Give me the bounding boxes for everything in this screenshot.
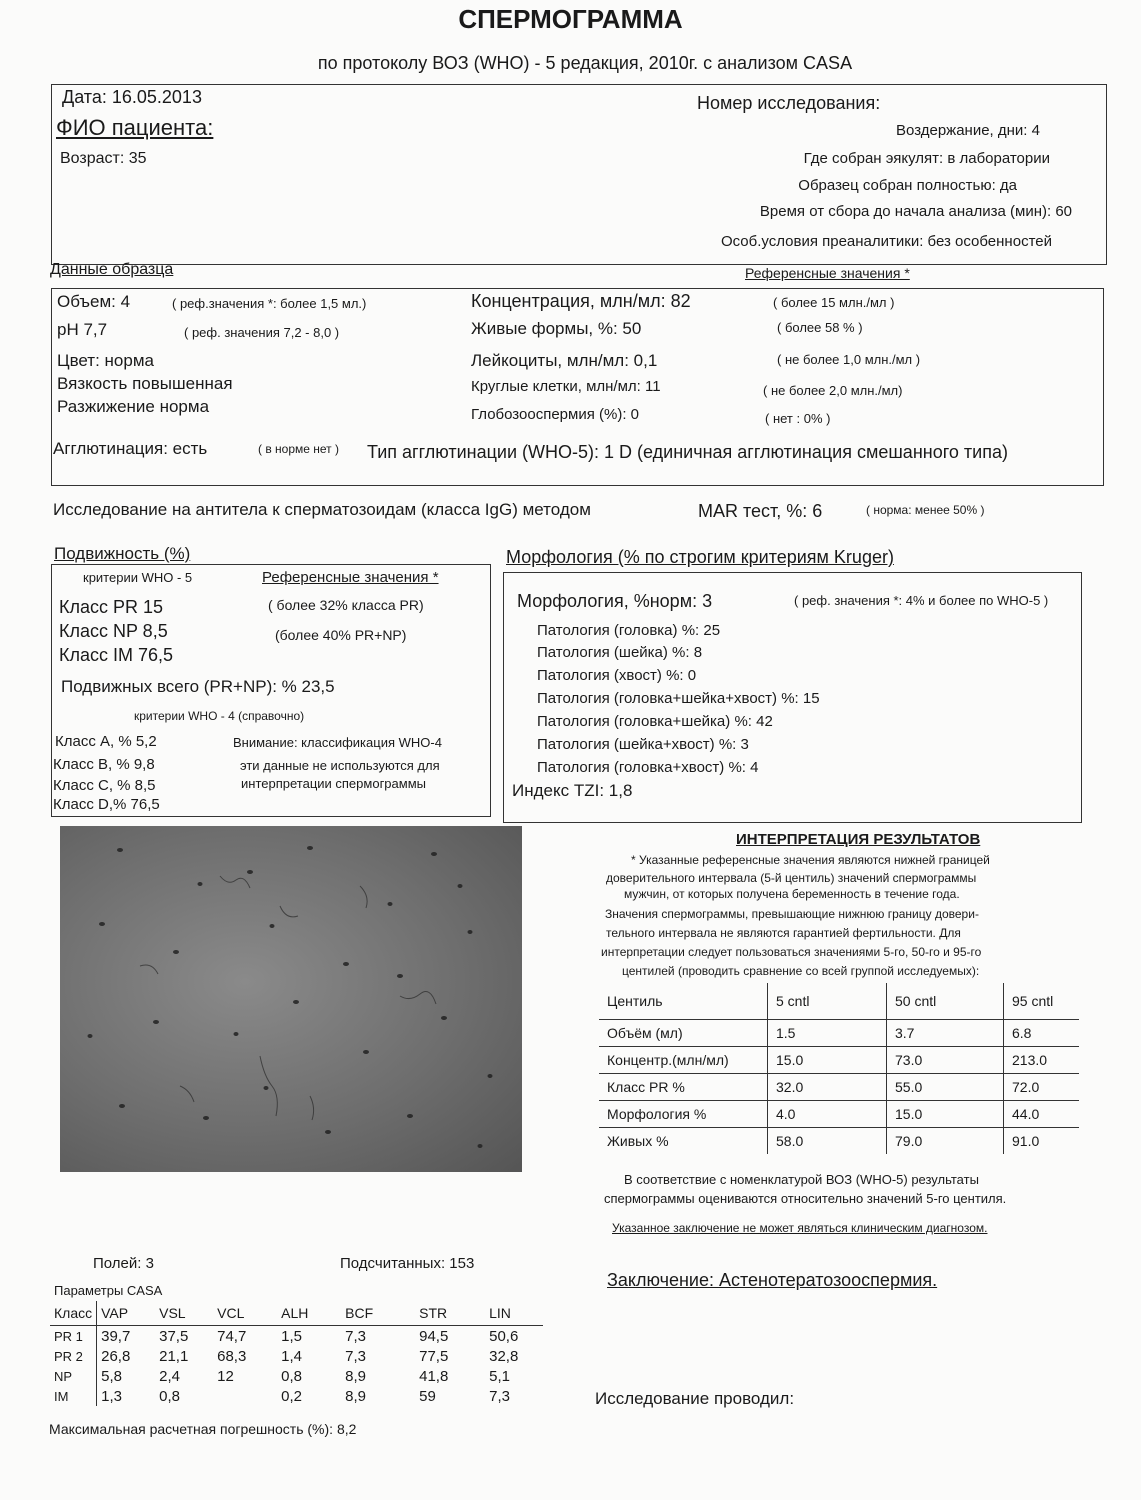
performer-label: Исследование проводил: xyxy=(595,1389,795,1408)
table-row xyxy=(599,1101,1079,1128)
centile-cell: 3.7 xyxy=(887,1020,1004,1047)
casa-class-cell: PR 1 xyxy=(50,1326,97,1347)
table-row xyxy=(599,1047,1079,1074)
centile-header-cell: 95 cntl xyxy=(1004,983,1080,1020)
total-motile: Подвижных всего (PR+NP): % 23,5 xyxy=(61,677,335,696)
table-row xyxy=(50,1386,543,1406)
pathology-head-neck-tail: Патология (головка+шейка+хвост) %: 15 xyxy=(537,690,820,707)
round-cells-ref: ( не более 2,0 млн./мл) xyxy=(763,383,903,398)
motility-section-title: Подвижность (%) xyxy=(54,544,191,563)
document-title: СПЕРМОГРАММА xyxy=(458,4,683,34)
morphology-norm: Морфология, %норм: 3 xyxy=(517,591,713,611)
pathology-head-neck: Патология (головка+шейка) %: 42 xyxy=(537,713,773,730)
casa-cell: 12 xyxy=(217,1367,234,1385)
casa-table xyxy=(50,1301,543,1406)
casa-header-cell: LIN xyxy=(485,1301,543,1326)
abstinence-days: Воздержание, дни: 4 xyxy=(896,122,1040,139)
casa-cell: 77,5 xyxy=(419,1347,449,1365)
casa-cell: 5,1 xyxy=(489,1367,510,1385)
casa-header-cell: BCF xyxy=(341,1301,415,1326)
class-a: Класс A, % 5,2 xyxy=(55,733,157,750)
live-forms: Живые формы, %: 50 xyxy=(471,319,642,338)
round-cells: Круглые клетки, млн/мл: 11 xyxy=(471,378,661,395)
casa-cell: 5,8 xyxy=(101,1367,122,1385)
centile-cell: Класс PR % xyxy=(599,1074,768,1101)
sample-section-title: Данные образца xyxy=(50,261,174,278)
table-row xyxy=(599,1074,1079,1101)
casa-cell: 39,7 xyxy=(101,1327,131,1345)
interpretation-footer-1: В соответствие с номенклатурой ВОЗ (WHO-5) результаты xyxy=(624,1172,979,1187)
casa-counted: Подсчитанных: 153 xyxy=(340,1255,475,1272)
class-b: Класс B, % 9,8 xyxy=(53,756,155,773)
centile-cell: 58.0 xyxy=(768,1128,887,1155)
casa-cell: 68,3 xyxy=(217,1347,247,1365)
casa-class-cell: PR 2 xyxy=(50,1346,97,1366)
interpretation-line-6: интерпретации следует пользоваться значениями 5-го, 50-го и 95-го xyxy=(601,945,982,959)
centile-table-header xyxy=(599,983,1079,1020)
centile-cell: 213.0 xyxy=(1004,1047,1080,1074)
centile-cell: Морфология % xyxy=(599,1101,768,1128)
volume: Объем: 4 xyxy=(57,292,131,311)
motility-criteria-who4: критерии WHO - 4 (справочно) xyxy=(134,709,305,723)
class-pr: Класс PR 15 xyxy=(59,597,164,617)
casa-cell: 7,3 xyxy=(345,1347,366,1365)
casa-cell: 8,9 xyxy=(345,1387,366,1405)
mar-test-result: MAR тест, %: 6 xyxy=(698,501,823,521)
casa-title: Параметры CASA xyxy=(54,1283,163,1298)
interpretation-line-1: * Указанные референсные значения являются нижней границей xyxy=(631,853,990,867)
class-im: Класс IM 76,5 xyxy=(59,645,174,665)
globozoospermia: Глобозооспермия (%): 0 xyxy=(471,406,639,423)
preanalytics: Особ.условия преаналитики: без особенностей xyxy=(720,233,1052,250)
patient-name-label: ФИО пациента: xyxy=(56,115,214,140)
who4-note-2: эти данные не используются для xyxy=(240,758,440,773)
casa-cell: 2,4 xyxy=(159,1367,180,1385)
casa-cell: 0,8 xyxy=(281,1367,302,1385)
leukocytes: Лейкоциты, млн/мл: 0,1 xyxy=(471,351,658,370)
sample-ref-title: Референсные значения * xyxy=(745,265,910,281)
pathology-neck-tail: Патология (шейка+хвост) %: 3 xyxy=(537,736,749,753)
casa-cell: 59 xyxy=(419,1387,436,1405)
casa-header-cell: ALH xyxy=(277,1301,341,1326)
globozoospermia-ref: ( нет : 0% ) xyxy=(765,411,831,426)
exam-date: Дата: 16.05.2013 xyxy=(62,87,202,107)
tzi-index: Индекс TZI: 1,8 xyxy=(512,781,633,800)
casa-header-cell: VAP xyxy=(97,1301,156,1326)
concentration-ref: ( более 15 млн./мл ) xyxy=(773,295,895,310)
class-np: Класс NP 8,5 xyxy=(59,621,168,641)
class-c: Класс C, % 8,5 xyxy=(53,777,156,794)
motility-criteria-who5: критерии WHO - 5 xyxy=(83,570,193,585)
table-row xyxy=(599,1128,1079,1155)
casa-cell: 50,6 xyxy=(489,1327,519,1345)
casa-cell: 94,5 xyxy=(419,1327,449,1345)
table-row xyxy=(599,1020,1079,1047)
casa-table-header xyxy=(50,1301,543,1326)
pathology-neck: Патология (шейка) %: 8 xyxy=(537,644,703,661)
casa-header-cell: VCL xyxy=(213,1301,277,1326)
motility-ref-title: Референсные значения * xyxy=(262,569,439,586)
conclusion: Заключение: Астенотератозооспермия. xyxy=(607,1270,938,1290)
centile-header-cell: 5 cntl xyxy=(768,983,887,1020)
pathology-head-tail: Патология (головка+хвост) %: 4 xyxy=(537,759,759,776)
centile-cell: 32.0 xyxy=(768,1074,887,1101)
morphology-norm-ref: ( реф. значения *: 4% и более по WHO-5 ) xyxy=(794,593,1049,608)
centile-cell: 55.0 xyxy=(887,1074,1004,1101)
table-row xyxy=(50,1366,543,1386)
agglutination-type: Тип агглютинации (WHO-5): 1 D (единичная агглютинация смешанного типа) xyxy=(367,442,1008,462)
color: Цвет: норма xyxy=(57,351,154,370)
casa-cell: 7,3 xyxy=(345,1327,366,1345)
disclaimer: Указанное заключение не может являться клиническим диагнозом. xyxy=(612,1221,988,1235)
centile-cell: Концентр.(млн/мл) xyxy=(599,1047,768,1074)
viscosity: Вязкость повышенная xyxy=(57,374,233,393)
table-row xyxy=(50,1346,543,1366)
collection-place: Где собран эякулят: в лаборатории xyxy=(803,150,1050,167)
centile-cell: 6.8 xyxy=(1004,1020,1080,1047)
centile-cell: 44.0 xyxy=(1004,1101,1080,1128)
class-d: Класс D,% 76,5 xyxy=(53,796,160,813)
casa-cell: 7,3 xyxy=(489,1387,510,1405)
liquefaction: Разжижение норма xyxy=(57,397,210,416)
centile-cell: 4.0 xyxy=(768,1101,887,1128)
casa-cell: 21,1 xyxy=(159,1347,189,1365)
leukocytes-ref: ( не более 1,0 млн./мл ) xyxy=(777,352,921,367)
centile-table xyxy=(599,983,1079,1154)
agglutination: Агглютинация: есть xyxy=(53,439,208,458)
interpretation-footer-2: спермограммы оцениваются относительно значений 5-го центиля. xyxy=(604,1191,1007,1206)
centile-cell: 15.0 xyxy=(887,1101,1004,1128)
interpretation-line-5: тельного интервала не являются гарантией фертильности. Для xyxy=(606,926,961,940)
casa-cell: 32,8 xyxy=(489,1347,519,1365)
casa-fields: Полей: 3 xyxy=(93,1255,154,1272)
centile-header-cell: Центиль xyxy=(599,983,768,1020)
interpretation-line-7: центилей (проводить сравнение со всей группой исследуемых): xyxy=(622,964,980,978)
centile-cell: 72.0 xyxy=(1004,1074,1080,1101)
ph-ref: ( реф. значения 7,2 - 8,0 ) xyxy=(184,325,340,340)
mar-test-norm: ( норма: менее 50% ) xyxy=(866,503,985,517)
casa-cell: 74,7 xyxy=(217,1327,247,1345)
morphology-section-title: Морфология (% по строгим критериям Kruger) xyxy=(506,547,894,567)
casa-class-cell: IM xyxy=(50,1386,97,1406)
class-pr-ref: ( более 32% класса PR) xyxy=(268,597,424,613)
casa-header-cell: Класс xyxy=(50,1301,97,1326)
study-number-label: Номер исследования: xyxy=(697,93,881,113)
who4-note-1: Внимание: классификация WHO-4 xyxy=(233,735,442,750)
document-subtitle: по протоколу ВОЗ (WHO) - 5 редакция, 2010г. с анализом CASA xyxy=(317,53,853,73)
centile-cell: 73.0 xyxy=(887,1047,1004,1074)
time-to-analysis: Время от сбора до начала анализа (мин): 60 xyxy=(759,203,1072,220)
casa-cell: 26,8 xyxy=(101,1347,131,1365)
interpretation-line-3: мужчин, от которых получена беременность в течение года. xyxy=(624,887,960,901)
casa-cell: 0,8 xyxy=(159,1387,180,1405)
centile-cell: 79.0 xyxy=(887,1128,1004,1155)
casa-class-cell: NP xyxy=(50,1366,97,1386)
centile-cell: 15.0 xyxy=(768,1047,887,1074)
casa-cell: 37,5 xyxy=(159,1327,189,1345)
collected-fully: Образец собран полностью: да xyxy=(798,177,1017,194)
casa-cell: 1,4 xyxy=(281,1347,302,1365)
agglutination-ref: ( в норме нет ) xyxy=(258,442,339,456)
casa-cell: 41,8 xyxy=(419,1367,449,1385)
concentration: Концентрация, млн/мл: 82 xyxy=(471,291,691,311)
who4-note-3: интерпретации спермограммы xyxy=(241,776,426,791)
casa-cell: 0,2 xyxy=(281,1387,302,1405)
interpretation-title: ИНТЕРПРЕТАЦИЯ РЕЗУЛЬТАТОВ xyxy=(736,831,981,848)
interpretation-line-4: Значения спермограммы, превышающие нижнюю границу довери- xyxy=(605,907,979,921)
centile-cell: 1.5 xyxy=(768,1020,887,1047)
microscope-image xyxy=(60,826,522,1172)
volume-ref: ( реф.значения *: более 1,5 мл.) xyxy=(172,296,367,311)
centile-cell: Объём (мл) xyxy=(599,1020,768,1047)
centile-header-cell: 50 cntl xyxy=(887,983,1004,1020)
pathology-head: Патология (головка) %: 25 xyxy=(537,622,721,639)
mar-test-label: Исследование на антитела к сперматозоидам (класса IgG) методом xyxy=(53,500,591,519)
pathology-tail: Патология (хвост) %: 0 xyxy=(537,667,697,684)
live-forms-ref: ( более 58 % ) xyxy=(777,320,863,335)
centile-cell: Живых % xyxy=(599,1128,768,1155)
casa-cell: 1,3 xyxy=(101,1387,122,1405)
interpretation-line-2: доверительного интервала (5-й центиль) значений спермограммы xyxy=(606,871,977,885)
table-row xyxy=(50,1326,543,1347)
ph: pH 7,7 xyxy=(57,320,108,339)
patient-age: Возраст: 35 xyxy=(60,150,147,167)
casa-cell: 1,5 xyxy=(281,1327,302,1345)
casa-header-cell: VSL xyxy=(155,1301,213,1326)
prnp-ref: (более 40% PR+NP) xyxy=(275,627,407,643)
casa-cell: 8,9 xyxy=(345,1367,366,1385)
casa-header-cell: STR xyxy=(415,1301,485,1326)
casa-max-error: Максимальная расчетная погрешность (%): 8,2 xyxy=(49,1421,357,1437)
casa-cell xyxy=(213,1386,277,1406)
centile-cell: 91.0 xyxy=(1004,1128,1080,1155)
